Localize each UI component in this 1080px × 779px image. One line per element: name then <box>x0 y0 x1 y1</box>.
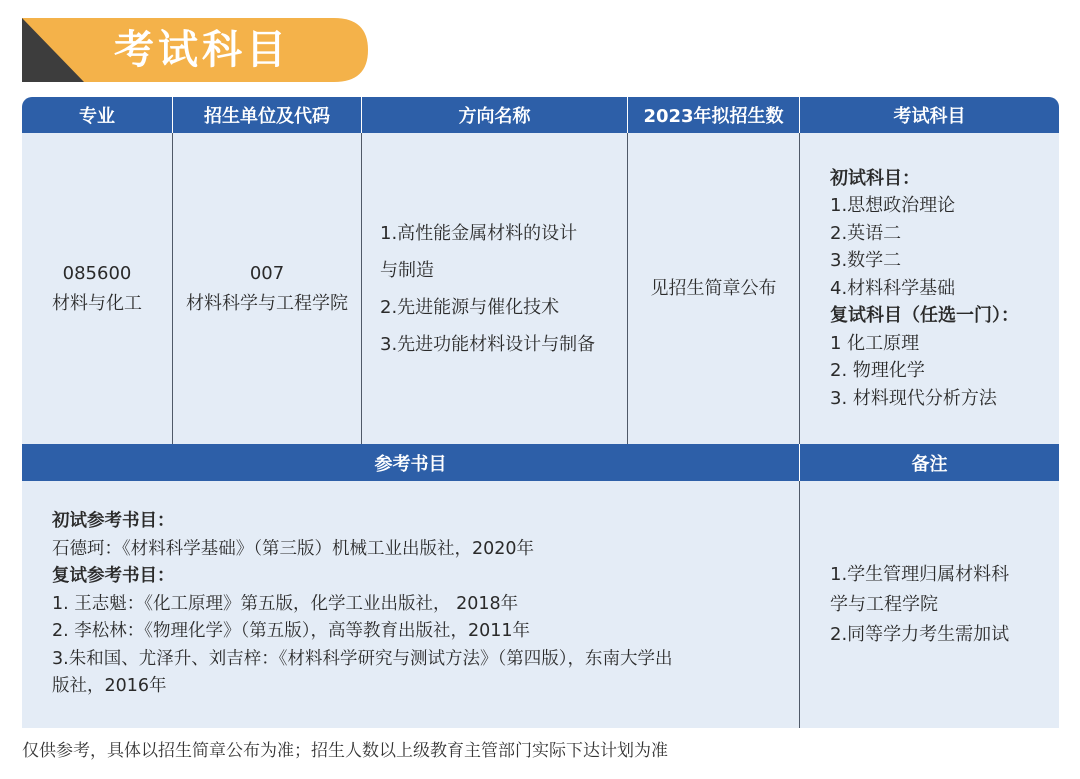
note-line: 1.学生管理归属材料科 <box>830 563 1010 585</box>
direction-line: 1.高性能金属材料的设计 <box>380 222 578 244</box>
reference-item: 1. 王志魁：《化工原理》第五版，化学工业出版社， 2018年 <box>52 593 519 614</box>
subject-item: 3.数学二 <box>830 250 902 272</box>
major-code: 085600 <box>62 262 132 284</box>
references-cell <box>52 481 798 728</box>
subject-item: 2. 物理化学 <box>830 360 925 382</box>
direction-cell <box>380 133 626 444</box>
unit-name: 材料科学与工程学院 <box>186 292 348 314</box>
major-name: 材料与化工 <box>52 292 142 314</box>
footer-note: 仅供参考，具体以招生简章公布为准；招生人数以上级教育主管部门实际下达计划为准 <box>22 741 668 761</box>
enrollment-value: 见招生简章公布 <box>650 277 777 299</box>
subjects-cell <box>830 133 1058 444</box>
initial-subjects-title: 初试科目： <box>830 167 920 189</box>
header-direction: 方向名称 <box>458 106 531 127</box>
header-divider <box>627 97 628 133</box>
section-title: 考试科目 <box>114 27 290 73</box>
header-divider <box>172 97 173 133</box>
subject-item: 3. 材料现代分析方法 <box>830 387 997 409</box>
unit-cell <box>173 133 361 444</box>
unit-code: 007 <box>249 262 285 284</box>
column-divider <box>361 133 362 444</box>
retest-subjects-title: 复试科目（任选一门）： <box>830 305 1019 327</box>
header-references: 参考书目 <box>22 444 799 481</box>
subject-item: 1.思想政治理论 <box>830 195 956 217</box>
subject-item: 4.材料科学基础 <box>830 277 956 299</box>
major-cell <box>22 133 172 444</box>
column-divider <box>799 481 800 728</box>
header-enrollment: 2023年拟招生数 <box>643 106 784 127</box>
exam-info-table <box>22 97 1059 728</box>
retest-references-title: 复试参考书目： <box>52 566 175 587</box>
subject-item: 1 化工原理 <box>830 332 920 354</box>
header-divider <box>361 97 362 133</box>
note-line: 学与工程学院 <box>830 593 938 615</box>
subject-item: 2.英语二 <box>830 222 902 244</box>
section-title-banner <box>22 18 368 82</box>
initial-references-title: 初试参考书目： <box>52 511 175 532</box>
header-unit: 招生单位及代码 <box>204 106 330 127</box>
direction-line: 3.先进功能材料设计与制备 <box>380 333 596 355</box>
reference-item: 3.朱和国、尤泽升、刘吉梓：《材料科学研究与测试方法》（第四版），东南大学出 <box>52 648 673 669</box>
header-subjects: 考试科目 <box>893 106 966 127</box>
header-major: 专业 <box>79 106 115 127</box>
direction-line: 与制造 <box>380 259 434 281</box>
notes-cell <box>830 481 1058 728</box>
header-notes: 备注 <box>800 444 1059 481</box>
column-divider <box>799 133 800 444</box>
reference-item: 石德珂：《材料科学基础》（第三版）机械工业出版社，2020年 <box>52 538 535 559</box>
header-divider <box>799 444 800 481</box>
header-divider <box>799 97 800 133</box>
enrollment-cell <box>628 133 799 444</box>
note-line: 2.同等学力考生需加试 <box>830 623 1010 645</box>
reference-item: 2. 李松林：《物理化学》（第五版），高等教育出版社，2011年 <box>52 621 531 642</box>
reference-item: 版社，2016年 <box>52 676 167 697</box>
direction-line: 2.先进能源与催化技术 <box>380 296 560 318</box>
